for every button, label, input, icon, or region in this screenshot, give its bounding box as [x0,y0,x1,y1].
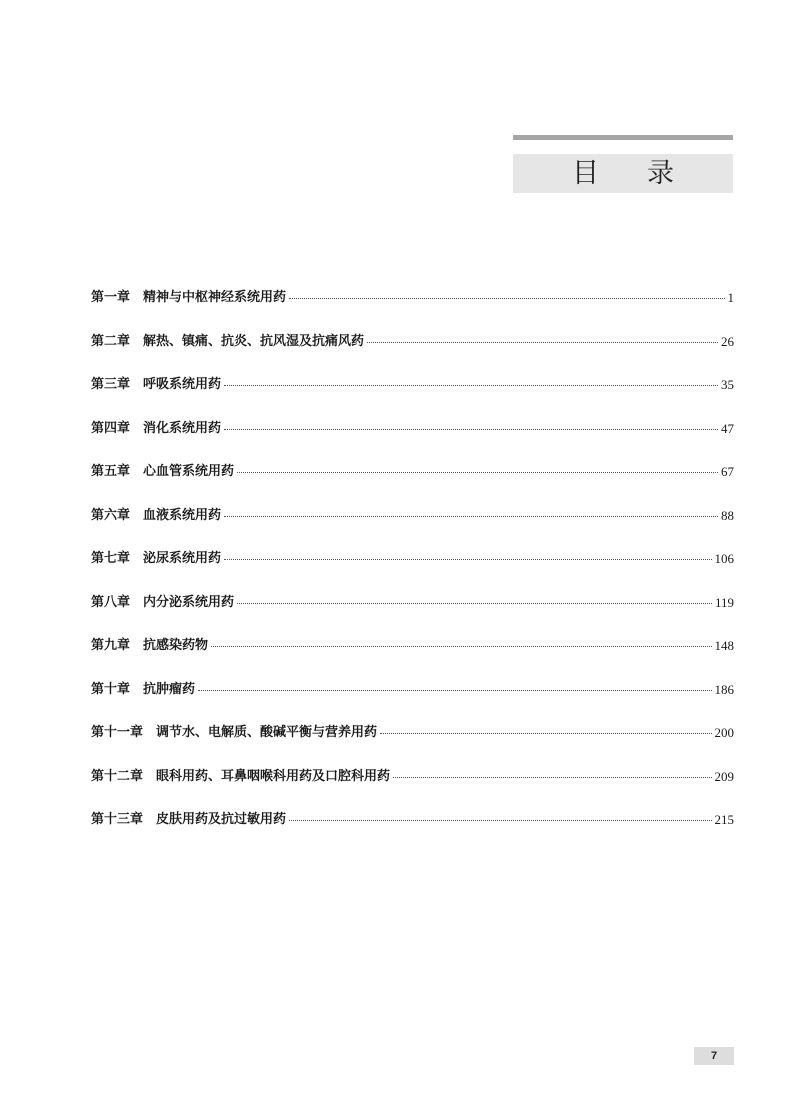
dot-leader [367,342,718,343]
chapter-title: 调节水、电解质、酸碱平衡与营养用药 [156,725,378,740]
chapter-number: 第七章 [91,551,131,566]
page-ref: 215 [714,812,734,827]
toc-title-char-2: 录 [647,158,674,189]
dot-leader [393,777,711,778]
chapter-title: 解热、镇痛、抗炎、抗风湿及抗痛风药 [143,333,365,349]
dot-leader [289,298,724,299]
toc-list [91,288,734,854]
chapter-number: 第十一章 [91,725,144,740]
toc-entry-7[interactable] [91,549,734,593]
chapter-title: 心血管系统用药 [143,464,235,479]
toc-entry-6[interactable] [91,506,734,550]
page-ref: 1 [727,290,734,305]
chapter-title: 抗肿瘤药 [143,681,196,697]
chapter-number: 第一章 [91,290,131,305]
page-ref: 148 [714,638,734,653]
chapter-number: 第四章 [91,420,131,436]
chapter-title: 抗感染药物 [143,638,209,653]
toc-title [513,154,733,193]
page-number: 7 [694,1047,734,1065]
chapter-title: 泌尿系统用药 [143,551,222,566]
dot-leader [224,559,711,560]
toc-entry-12[interactable] [91,767,734,811]
chapter-title: 消化系统用药 [143,420,222,436]
toc-entry-4[interactable] [91,419,734,463]
dot-leader [289,820,711,821]
toc-entry-13[interactable] [91,810,734,854]
dot-leader [237,603,712,604]
header-rule [513,135,733,140]
page-ref: 35 [721,377,734,392]
dot-leader [224,516,718,517]
toc-entry-5[interactable] [91,462,734,506]
chapter-number: 第三章 [91,377,131,392]
page-ref: 200 [714,725,734,740]
chapter-title: 眼科用药、耳鼻咽喉科用药及口腔科用药 [156,768,391,784]
page-ref: 47 [721,420,734,436]
toc-entry-1[interactable] [91,288,734,332]
chapter-number: 第十章 [91,681,131,697]
chapter-number: 第二章 [91,333,131,349]
page-ref: 67 [721,464,734,479]
chapter-number: 第六章 [91,507,131,523]
chapter-title: 精神与中枢神经系统用药 [143,290,287,305]
dot-leader [380,733,711,734]
page-ref: 186 [714,681,734,697]
toc-entry-8[interactable] [91,593,734,637]
page-ref: 88 [721,507,734,523]
dot-leader [237,472,718,473]
chapter-number: 第八章 [91,594,131,610]
toc-title-char-1: 目 [572,158,599,189]
chapter-title: 呼吸系统用药 [143,377,222,392]
toc-entry-9[interactable] [91,636,734,680]
page-ref: 106 [714,551,734,566]
chapter-number: 第十三章 [91,812,144,827]
chapter-title: 皮肤用药及抗过敏用药 [156,812,287,827]
chapter-number: 第五章 [91,464,131,479]
toc-header [513,135,733,193]
page-ref: 119 [714,594,734,610]
dot-leader [211,646,711,647]
page-ref: 209 [714,768,734,784]
toc-entry-3[interactable] [91,375,734,419]
chapter-title: 内分泌系统用药 [143,594,235,610]
toc-entry-10[interactable] [91,680,734,724]
toc-entry-2[interactable] [91,332,734,376]
dot-leader [224,429,718,430]
chapter-number: 第十二章 [91,768,144,784]
dot-leader [198,690,711,691]
dot-leader [224,385,718,386]
page-ref: 26 [721,333,734,349]
toc-entry-11[interactable] [91,723,734,767]
chapter-number: 第九章 [91,638,131,653]
chapter-title: 血液系统用药 [143,507,222,523]
